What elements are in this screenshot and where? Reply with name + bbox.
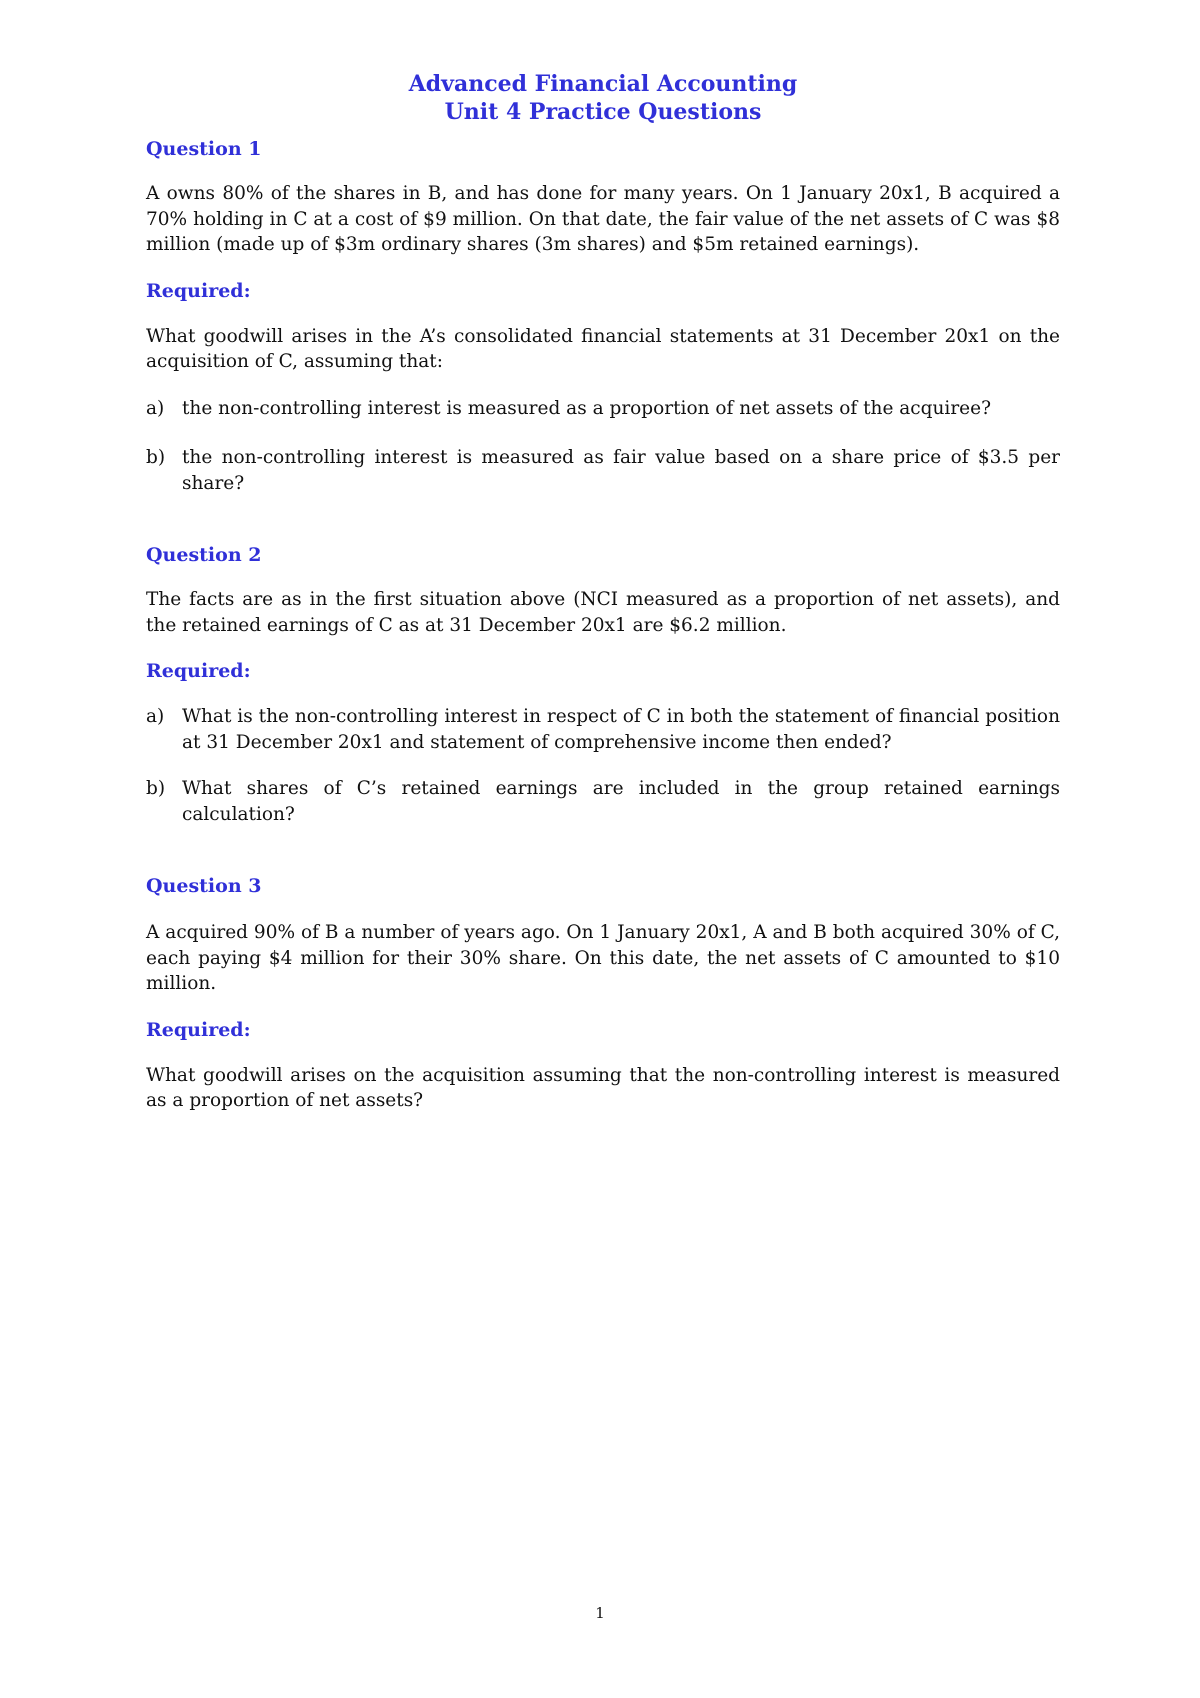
question-1-required-label: Required: xyxy=(146,279,251,302)
question-2-body: The facts are as in the first situation above (NCI measured as a proportion of net assets), and the retained earnings of C as at 31 December 20x1 are $6.2 million. xyxy=(146,589,1060,636)
question-1-prompt: What goodwill arises in the A’s consolidated financial statements at 31 December 20x1 on the acquisition of C, assuming that: xyxy=(146,325,1060,372)
list-marker: a) xyxy=(146,397,165,419)
list-marker: b) xyxy=(146,447,166,468)
question-2-item-b xyxy=(146,776,1060,827)
list-marker: a) xyxy=(146,706,165,727)
list-text: the non-controlling interest is measured as a proportion of net assets of the acquiree? xyxy=(182,397,991,419)
question-3-heading: Question 3 xyxy=(146,875,262,897)
page-content xyxy=(146,70,1060,1114)
list-text: the non-controlling interest is measured as fair value based on a share price of $3.5 per share? xyxy=(182,447,1060,494)
question-1-item-b xyxy=(146,445,1060,496)
document-title: Advanced Financial Accounting xyxy=(408,71,798,97)
question-3-body: A acquired 90% of B a number of years ago. On 1 January 20x1, A and B both acquired 30% of C, each paying $4 million for their 30% share. On this date, the net assets of C amounted to $10 million. xyxy=(146,922,1060,994)
question-3-required-label: Required: xyxy=(146,1018,251,1041)
page-number: 1 xyxy=(595,1604,605,1622)
question-1-item-a xyxy=(146,396,1060,422)
list-text: What shares of C’s retained earnings are included in the group retained earnings calculation? xyxy=(182,778,1060,825)
question-1-body: A owns 80% of the shares in B, and has done for many years. On 1 January 20x1, B acquired a 70% holding in C at a cost of $9 million. On that date, the fair value of the net assets of C was $8 million (made up of $3m ordinary shares (3m shares) and $5m retained earnings). xyxy=(146,183,1060,255)
question-2-item-a xyxy=(146,704,1060,755)
list-text: What is the non-controlling interest in respect of C in both the statement of financial position at 31 December 20x1 and statement of comprehensive income then ended? xyxy=(182,706,1060,753)
question-3-prompt: What goodwill arises on the acquisition assuming that the non-controlling interest is measured as a proportion of net assets? xyxy=(146,1064,1060,1111)
question-2-required-label: Required: xyxy=(146,660,251,682)
document-subtitle: Unit 4 Practice Questions xyxy=(444,99,762,125)
question-2-heading: Question 2 xyxy=(146,544,262,566)
question-1-heading: Question 1 xyxy=(146,138,262,160)
list-marker: b) xyxy=(146,778,166,799)
